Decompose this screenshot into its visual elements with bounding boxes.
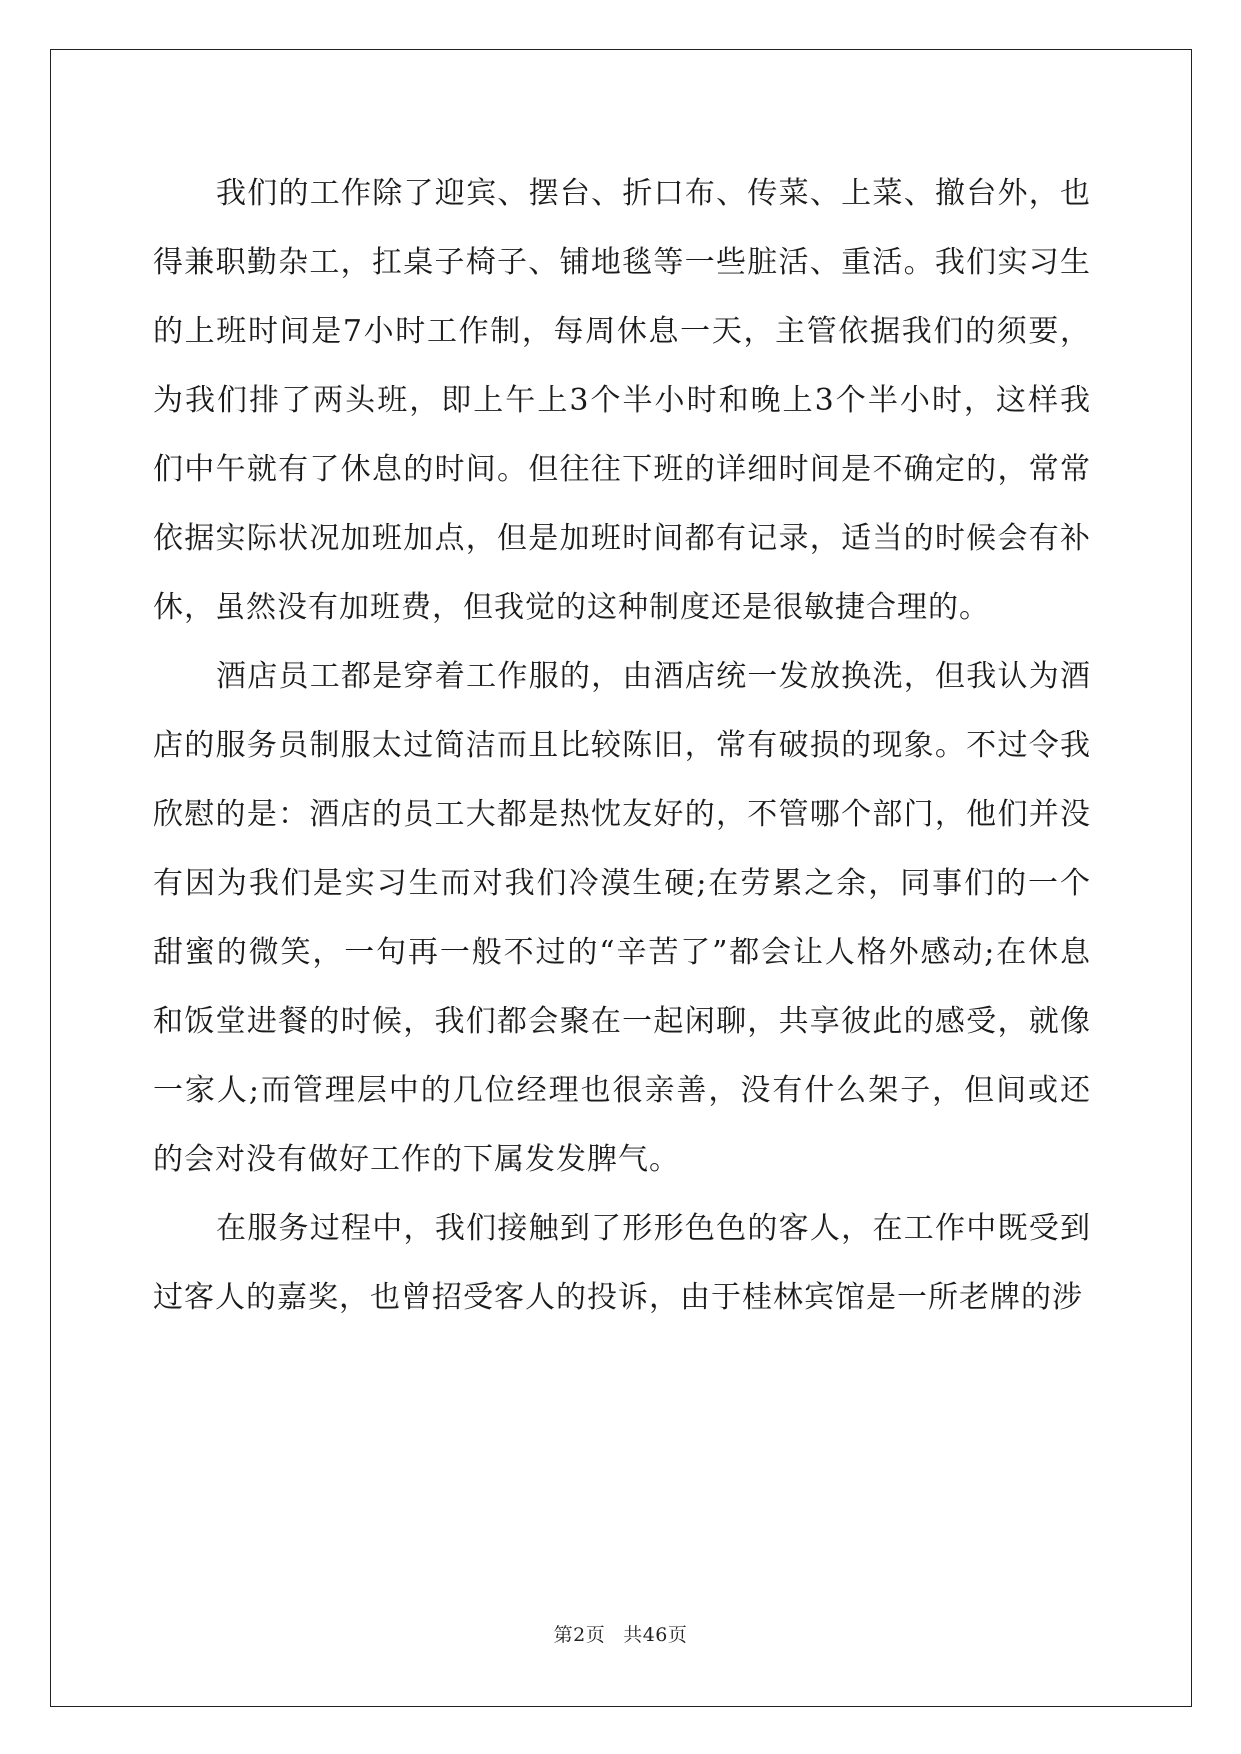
page-number: 第2页 — [553, 1624, 606, 1646]
paragraph-staff-uniform: 酒店员工都是穿着工作服的，由酒店统一发放换洗，但我认为酒店的服务员制服太过简洁而且比较陈旧，常有破损的现象。不过令我欣慰的是：酒店的员工大都是热忱友好的，不管哪个部门，他们并没有因为我们是实习生而对我们冷漠生硬;在劳累之余，同事们的一个甜蜜的微笑，一句再一般不过的“辛苦了”都会让人格外感动;在休息和饭堂进餐的时候，我们都会聚在一起闲聊，共享彼此的感受，就像一家人;而管理层中的几位经理也很亲善，没有什么架子，但间或还的会对没有做好工作的下属发发脾气。 — [153, 659, 1091, 1177]
page-total: 共46页 — [623, 1624, 688, 1646]
document-body — [153, 159, 1091, 1332]
paragraph-work-duties: 我们的工作除了迎宾、摆台、折口布、传菜、上菜、撤台外，也得兼职勤杂工，扛桌子椅子、铺地毯等一些脏活、重活。我们实习生的上班时间是7小时工作制，每周休息一天，主管依据我们的须要，为我们排了两头班，即上午上3个半小时和晚上3个半小时，这样我们中午就有了休息的时间。但往往下班的详细时间是不确定的，常常依据实际状况加班加点，但是加班时间都有记录，适当的时候会有补休，虽然没有加班费，但我觉的这种制度还是很敏捷合理的。 — [153, 176, 1091, 625]
paragraph-service-process: 在服务过程中，我们接触到了形形色色的客人，在工作中既受到过客人的嘉奖，也曾招受客人的投诉，由于桂林宾馆是一所老牌的涉 — [153, 1211, 1091, 1315]
page-footer — [0, 1620, 1241, 1647]
